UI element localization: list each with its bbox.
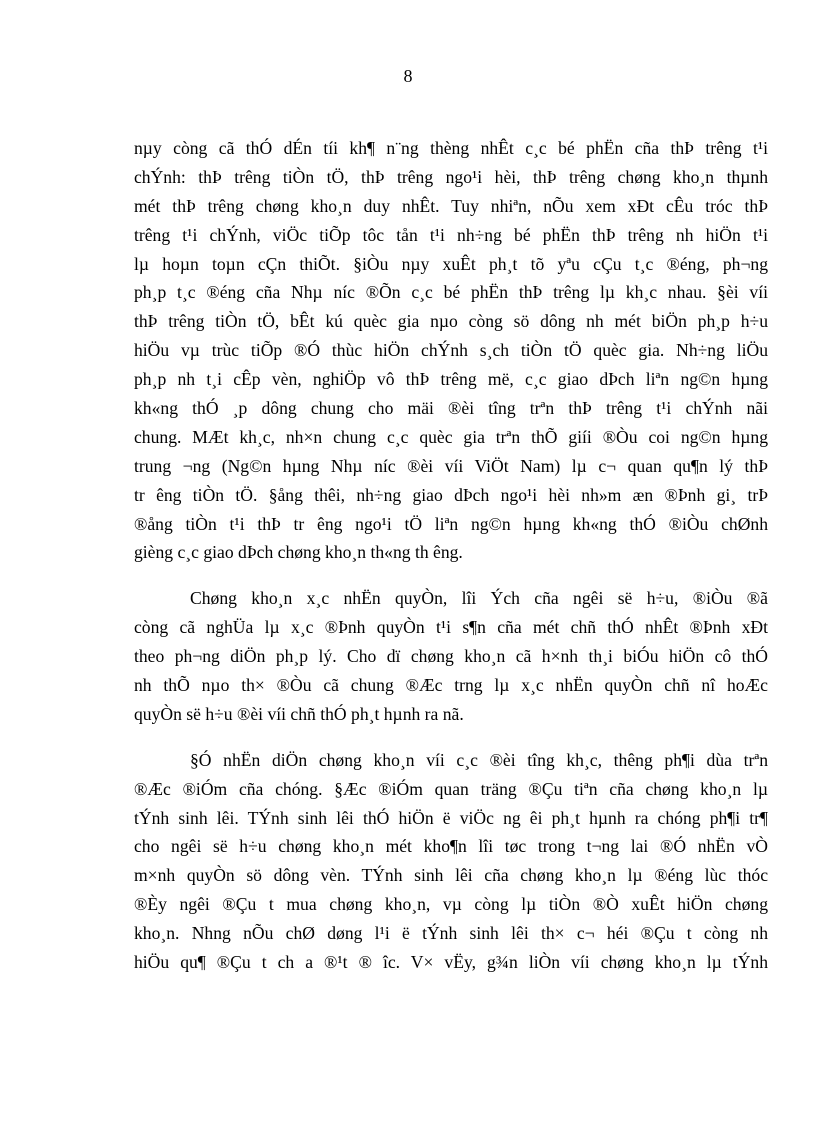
text-line: ph¸p t¸c ®éng cña Nhµ níc ®Õn c¸c bé phËn thÞ trêng lµ kh¸c nhau. §èi víi xyxy=(134,282,768,303)
text-line: tr êng tiÒn tÖ. §ång thêi, nh÷ng giao dÞch ngo¹i hèi nh»m æn ®Þnh gi¸ trÞ xyxy=(134,484,768,505)
text-line: còng cã nghÜa lµ x¸c ®Þnh quyÒn t¹i s¶n cña mét chñ thÓ nhÊt ®Þnh xÐt xyxy=(134,617,768,638)
text-line: quyÒn së h÷u ®èi víi chñ thÓ ph¸t hµnh ra nã. xyxy=(134,703,464,724)
text-line: nµy còng cã thÓ dÉn tíi kh¶ n¨ng thèng nhÊt c¸c bé phËn cña thÞ trêng t¹i xyxy=(134,138,768,158)
paragraph-1 xyxy=(134,134,768,567)
text-line: chung. MÆt kh¸c, nh×n chung c¸c quèc gia trªn thÕ giíi ®Òu coi ng©n hµng xyxy=(134,426,768,447)
text-line: trung ¬ng (Ng©n hµng Nhµ níc ®èi víi ViÖt Nam) lµ c¬ quan qu¶n lý thÞ xyxy=(134,455,768,476)
text-line: mét thÞ trêng chøng kho¸n duy nhÊt. Tuy nhiªn, nÕu xem xÐt cÊu tróc thÞ xyxy=(134,195,768,216)
text-line: hiÖu qu¶ ®Çu t ch a ®¹t ® îc. V× vËy, g¾n liÒn víi chøng kho¸n lµ tÝnh xyxy=(134,952,768,973)
paragraph-3 xyxy=(134,746,768,977)
text-line: gièng c¸c giao dÞch chøng kho¸n th«ng th êng. xyxy=(134,542,463,563)
text-line: cho ngêi së h÷u chøng kho¸n mét kho¶n lîi tøc trong t¬ng lai ®Ó nhËn vÒ xyxy=(134,836,768,857)
text-line: nh thÕ nµo th× ®Òu cã chung ®Æc trng lµ x¸c nhËn quyÒn chñ nî hoÆc xyxy=(134,675,768,696)
paragraph-2 xyxy=(134,584,768,728)
text-line: ®Æc ®iÓm cña chóng. §Æc ®iÓm quan träng ®Çu tiªn cña chøng kho¸n lµ xyxy=(134,778,768,799)
text-line: m×nh quyÒn sö dông vèn. TÝnh sinh lêi cña chøng kho¸n lµ ®éng lùc thóc xyxy=(134,865,768,886)
text-line: tÝnh sinh lêi. TÝnh sinh lêi thÓ hiÖn ë viÖc ng êi ph¸t hµnh ra chóng ph¶i tr¶ xyxy=(134,807,768,828)
page-number: 8 xyxy=(403,66,413,86)
text-line: ph¸p nh t¸i cÊp vèn, nghiÖp vô thÞ trêng më, c¸c giao dÞch liªn ng©n hµng xyxy=(134,369,768,390)
text-line: kh«ng thÓ ¸p dông chung cho mäi ®èi tîng trªn thÞ trêng t¹i chÝnh nãi xyxy=(134,398,768,419)
text-line: §Ó nhËn diÖn chøng kho¸n víi c¸c ®èi tîng kh¸c, thêng ph¶i dùa trªn xyxy=(190,749,768,770)
text-line: chÝnh: thÞ trêng tiÒn tÖ, thÞ trêng ngo¹i hèi, thÞ trêng chøng kho¸n thµnh xyxy=(134,166,768,187)
text-line: ®ång tiÒn t¹i thÞ tr êng ngo¹i tÖ liªn ng©n hµng kh«ng thÓ ®iÒu chØnh xyxy=(134,513,768,534)
text-line: Chøng kho¸n x¸c nhËn quyÒn, lîi Ých cña ngêi së h÷u, ®iÒu ®ã xyxy=(190,588,768,609)
text-line: thÞ trêng tiÒn tÖ, bÊt kú quèc gia nµo còng sö dông nh mét biÖn ph¸p h÷u xyxy=(134,311,768,332)
text-line: hiÖu vµ trùc tiÕp ®Ó thùc hiÖn chÝnh s¸ch tiÒn tÖ quèc gia. Nh÷ng liÖu xyxy=(134,340,768,361)
text-line: ®Èy ngêi ®Çu t mua chøng kho¸n, vµ còng lµ tiÒn ®Ò xuÊt hiÖn chøng xyxy=(134,894,768,915)
text-line: theo ph¬ng diÖn ph¸p lý. Cho dï chøng kho¸n cã h×nh th¸i biÓu hiÖn cô thÓ xyxy=(134,646,768,667)
document-body xyxy=(134,134,768,977)
text-line: lµ hoµn toµn cÇn thiÕt. §iÒu nµy xuÊt ph¸t tõ yªu cÇu t¸c ®éng, ph¬ng xyxy=(134,253,768,274)
text-line: kho¸n. Nhng nÕu chØ døng l¹i ë tÝnh sinh lêi th× c¬ héi ®Çu t còng nh xyxy=(134,923,768,944)
text-line: trêng t¹i chÝnh, viÖc tiÕp tôc tån t¹i nh÷ng bé phËn thÞ trêng nh hiÖn t¹i xyxy=(134,224,768,245)
